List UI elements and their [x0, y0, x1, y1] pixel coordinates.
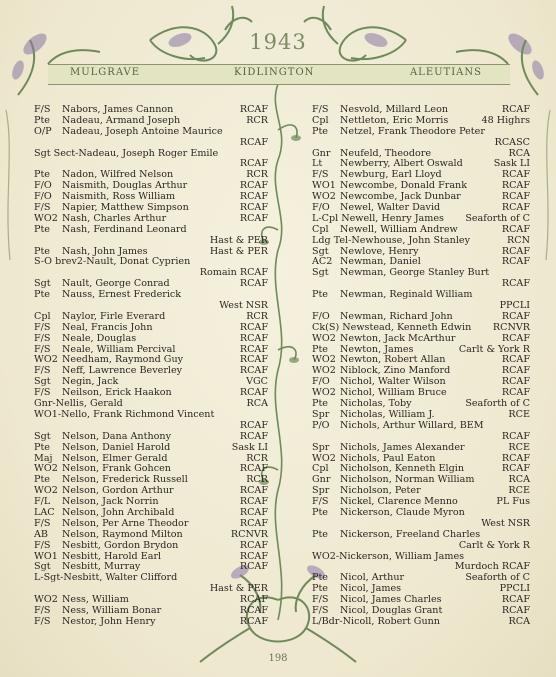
entry-rank: WO2: [312, 365, 336, 377]
battle-honours-banner: [48, 64, 510, 85]
entry-unit: RCAF: [501, 245, 530, 257]
entry-name: L/Bdr-Nicoll, Robert Gunn: [312, 615, 440, 627]
entry-unit: RCAF: [239, 506, 268, 518]
entry-unit: RCAF: [239, 419, 268, 431]
entry-unit: RCAF: [239, 104, 268, 115]
entry-rank: LAC: [34, 506, 55, 518]
entry-unit: RCAF: [239, 387, 268, 399]
entry-rank: F/O: [312, 202, 330, 214]
entry-rank: Pte: [312, 343, 328, 355]
entry-rank: WO2: [312, 354, 336, 366]
entry-unit: RCAF: [501, 594, 530, 606]
entry-rank: Pte: [34, 474, 50, 486]
memorial-entry: [312, 290, 530, 301]
entry-rank: Pte: [312, 125, 328, 137]
entry-name: Newman, Daniel: [340, 256, 421, 268]
entry-unit: RCASC: [494, 136, 530, 148]
entry-unit: RCE: [508, 485, 530, 497]
memorial-entry: [34, 410, 268, 421]
entry-name: Nichol, Walter Wilson: [340, 376, 446, 388]
entry-unit: RCAF: [239, 354, 268, 366]
entry-rank: WO2: [34, 463, 58, 475]
entry-rank: F/S: [312, 496, 329, 508]
memorial-entry: [34, 127, 268, 138]
entry-unit: RCAF: [501, 332, 530, 344]
entry-rank: Pte: [312, 289, 328, 301]
entry-unit: Hast & PER: [209, 234, 268, 246]
entry-name: Nesbitt, Gordon Brydon: [62, 539, 179, 551]
entry-rank: Spr: [312, 485, 330, 497]
entry-name: Napier, Matthew Simpson: [62, 202, 189, 214]
entry-unit: RCAF: [239, 463, 268, 475]
entry-name: Newton, Jack McArthur: [340, 332, 456, 344]
right-name-column: [312, 105, 530, 628]
entry-rank: Pte: [34, 114, 50, 126]
memorial-entry: [312, 334, 530, 345]
entry-unit: Sask LI: [493, 158, 530, 170]
entry-name: Ck(S) Newstead, Kenneth Edwin: [312, 321, 472, 333]
entry-rank: Pte: [312, 398, 328, 410]
entry-rank: AB: [34, 528, 48, 540]
entry-unit: RCAF: [501, 604, 530, 616]
entry-unit: West NSR: [481, 517, 530, 529]
entry-name: Nesvold, Millard Leon: [340, 104, 449, 115]
entry-unit: RCAF: [501, 180, 530, 192]
entry-name: L-Sgt-Nesbitt, Walter Clifford: [34, 572, 178, 584]
entry-rank: F/S: [34, 387, 51, 399]
entry-rank: F/S: [34, 332, 51, 344]
entry-unit: RCAF: [501, 430, 530, 442]
entry-rank: Cpl: [312, 114, 329, 126]
entry-rank: Pte: [34, 245, 50, 257]
entry-name: Newberry, Albert Oswald: [340, 158, 463, 170]
entry-rank: Spr: [312, 408, 330, 420]
entry-name: Nickerson, Freeland Charles: [340, 528, 481, 540]
entry-rank: P/O: [312, 419, 330, 431]
entry-rank: Cpl: [34, 310, 51, 322]
entry-name: Nelson, Raymond Milton: [62, 528, 183, 540]
entry-rank: Sgt: [34, 278, 51, 290]
entry-name: Nelson, Gordon Arthur: [62, 485, 174, 497]
memorial-entry: [34, 530, 268, 541]
entry-unit: RCR: [246, 452, 268, 464]
entry-rank: Pte: [312, 583, 328, 595]
entry-name: Nelson, Elmer Gerald: [62, 452, 168, 464]
entry-name: Ldg Tel-Newhouse, John Stanley: [312, 234, 470, 246]
memorial-entry: [312, 236, 530, 247]
entry-rank: F/O: [34, 191, 52, 203]
entry-unit: RCAF: [239, 136, 268, 148]
entry-unit: RCAF: [501, 387, 530, 399]
entry-rank: Sgt: [312, 245, 329, 257]
entry-unit: RCAF: [239, 212, 268, 224]
entry-rank: F/S: [34, 343, 51, 355]
entry-rank: F/S: [34, 604, 51, 616]
entry-rank: F/S: [34, 104, 51, 115]
memorial-entry: [34, 334, 268, 345]
entry-unit: RCAF: [239, 278, 268, 290]
entry-rank: Pte: [34, 289, 50, 301]
entry-unit: Murdoch RCAF: [454, 561, 530, 573]
memorial-entry: [34, 236, 268, 247]
entry-unit: RCAF: [239, 191, 268, 203]
entry-name: Nichols, James Alexander: [340, 441, 465, 453]
entry-name: Nauss, Ernest Frederick: [62, 289, 182, 301]
entry-unit: 48 Highrs: [481, 114, 530, 126]
entry-name: L-Cpl Newell, Henry James: [312, 212, 444, 224]
entry-rank: Pte: [34, 441, 50, 453]
entry-unit: Romain RCAF: [199, 267, 268, 279]
entry-rank: Pte: [312, 528, 328, 540]
banner-text-2: KIDLINGTON: [234, 67, 315, 78]
entry-name: Nesbitt, Murray: [62, 561, 141, 573]
entry-unit: RCAF: [501, 223, 530, 235]
entry-unit: RCAF: [239, 615, 268, 627]
entry-name: Ness, William Bonar: [62, 604, 162, 616]
entry-name: Nettleton, Eric Morris: [340, 114, 449, 126]
entry-name: Nelson, Per Arne Theodor: [62, 517, 189, 529]
entry-rank: Sgt: [34, 430, 51, 442]
entry-rank: Pte: [34, 169, 50, 181]
entry-unit: Sask LI: [231, 441, 268, 453]
memorial-entry: [312, 541, 530, 552]
memorial-entry: [34, 443, 268, 454]
entry-unit: RCAF: [501, 256, 530, 268]
page-number: 198: [268, 653, 288, 664]
entry-unit: RCAF: [239, 180, 268, 192]
entry-name: Nicol, Arthur: [340, 572, 405, 584]
entry-name: Nickerson, Claude Myron: [340, 506, 465, 518]
entry-unit: Hast & PER: [209, 583, 268, 595]
entry-name: Newman, Richard John: [340, 310, 453, 322]
entry-name: Newman, George Stanley Burt: [340, 267, 490, 279]
entry-unit: RCAF: [239, 158, 268, 170]
entry-unit: RCAF: [239, 202, 268, 214]
entry-rank: Gnr: [312, 474, 331, 486]
entry-name: Neale, William Percival: [62, 343, 176, 355]
entry-unit: RCAF: [501, 376, 530, 388]
entry-unit: RCAF: [501, 354, 530, 366]
entry-unit: RCA: [246, 398, 268, 410]
entry-unit: RCAF: [501, 463, 530, 475]
memorial-entry: [34, 541, 268, 552]
memorial-entry: [34, 138, 268, 149]
entry-unit: RCAF: [239, 321, 268, 333]
entry-name: Nicholas, Toby: [340, 398, 412, 410]
entry-unit: RCAF: [239, 430, 268, 442]
entry-rank: F/S: [312, 104, 329, 115]
entry-unit: PPCLI: [499, 300, 530, 312]
entry-unit: RCA: [508, 474, 530, 486]
entry-unit: VGC: [246, 376, 268, 388]
entry-unit: RCAF: [239, 539, 268, 551]
entry-unit: RCR: [246, 474, 268, 486]
entry-name: Nichol, William Bruce: [340, 387, 447, 399]
entry-rank: Sgt: [34, 376, 51, 388]
entry-unit: RCE: [508, 408, 530, 420]
entry-name: Nabors, James Cannon: [62, 104, 174, 115]
entry-name: Nadeau, Joseph Antoine Maurice: [62, 125, 223, 137]
entry-unit: RCAF: [239, 517, 268, 529]
entry-name: Negin, Jack: [62, 376, 119, 388]
entry-unit: RCE: [508, 441, 530, 453]
entry-unit: RCAF: [239, 550, 268, 562]
entry-unit: RCAF: [239, 343, 268, 355]
entry-rank: F/S: [34, 615, 51, 627]
banner-text-1: MULGRAVE: [70, 67, 141, 78]
entry-name: Nicholson, Peter: [340, 485, 421, 497]
entry-unit: RCAF: [239, 496, 268, 508]
entry-unit: PL Fus: [496, 496, 530, 508]
entry-rank: Pte: [312, 506, 328, 518]
entry-unit: Carlt & York R: [458, 343, 530, 355]
entry-name: Nesbitt, Harold Earl: [62, 550, 162, 562]
entry-rank: WO2: [34, 594, 58, 606]
entry-unit: RCAF: [501, 202, 530, 214]
entry-name: Newton, Robert Allan: [340, 354, 446, 366]
entry-rank: Pte: [34, 223, 50, 235]
entry-unit: RCAF: [239, 594, 268, 606]
entry-name: Newel, Walter David: [340, 202, 441, 214]
entry-name: Newell, William Andrew: [340, 223, 458, 235]
entry-rank: F/S: [34, 365, 51, 377]
entry-name: Newton, James: [340, 343, 414, 355]
entry-name: WO2-Nickerson, William James: [312, 550, 465, 562]
entry-name: Nicholson, Kenneth Elgin: [340, 463, 465, 475]
entry-rank: Sgt: [312, 267, 329, 279]
entry-rank: Cpl: [312, 463, 329, 475]
memorial-entry: [312, 268, 530, 279]
entry-rank: WO2: [312, 387, 336, 399]
entry-name: Nicol, Douglas Grant: [340, 604, 443, 616]
entry-name: Sgt Sect-Nadeau, Joseph Roger Emile: [34, 147, 219, 159]
entry-rank: WO2: [34, 354, 58, 366]
entry-name: Netzel, Frank Theodore Peter: [340, 125, 485, 137]
entry-name: Naismith, Douglas Arthur: [62, 180, 188, 192]
entry-name: Nelson, Jack Norrin: [62, 496, 159, 508]
entry-unit: RCR: [246, 114, 268, 126]
entry-unit: RCAF: [501, 169, 530, 181]
entry-rank: WO1: [34, 550, 58, 562]
entry-unit: PPCLI: [499, 583, 530, 595]
entry-name: Nelson, Daniel Harold: [62, 441, 171, 453]
entry-name: Nash, Ferdinand Leonard: [62, 223, 187, 235]
entry-name: Naylor, Firle Everard: [62, 310, 166, 322]
entry-unit: RCAF: [501, 104, 530, 115]
entry-rank: F/S: [34, 539, 51, 551]
entry-unit: RCNVR: [492, 321, 530, 333]
entry-unit: RCA: [508, 615, 530, 627]
entry-rank: WO2: [34, 485, 58, 497]
entry-name: Neilson, Erick Haakon: [62, 387, 172, 399]
entry-name: Needham, Raymond Guy: [62, 354, 184, 366]
entry-name: Nicholas, William J.: [340, 408, 435, 420]
entry-name: Nault, George Conrad: [62, 278, 170, 290]
entry-unit: Seaforth of C: [465, 398, 530, 410]
entry-rank: Gnr: [312, 147, 331, 159]
memorial-entry: [312, 443, 530, 454]
memorial-entry: [34, 617, 268, 628]
entry-unit: Seaforth of C: [465, 212, 530, 224]
entry-unit: Hast & PER: [209, 245, 268, 257]
entry-unit: RCAF: [501, 278, 530, 290]
entry-unit: RCAF: [239, 604, 268, 616]
year-heading: 1943: [249, 30, 307, 54]
entry-unit: RCAF: [501, 191, 530, 203]
entry-unit: RCAF: [501, 452, 530, 464]
entry-name: Nelson, Frank Gohcen: [62, 463, 171, 475]
memorial-entry: [312, 421, 530, 432]
entry-rank: F/O: [34, 180, 52, 192]
entry-name: Neale, Douglas: [62, 332, 137, 344]
entry-name: Nash, Charles Arthur: [62, 212, 167, 224]
entry-rank: F/O: [312, 310, 330, 322]
entry-rank: O/P: [34, 125, 52, 137]
entry-rank: WO2: [312, 332, 336, 344]
entry-rank: Spr: [312, 441, 330, 453]
entry-rank: F/S: [312, 604, 329, 616]
entry-rank: F/S: [312, 594, 329, 606]
entry-unit: Carlt & York R: [458, 539, 530, 551]
entry-name: Niblock, Zino Manford: [340, 365, 451, 377]
entry-unit: RCAF: [501, 365, 530, 377]
memorial-entry: [312, 432, 530, 443]
entry-name: Gnr-Nellis, Gerald: [34, 398, 123, 410]
memorial-entry: [34, 149, 268, 160]
entry-rank: Lt: [312, 158, 323, 170]
entry-name: Neal, Francis John: [62, 321, 153, 333]
entry-name: Nicholson, Norman William: [340, 474, 475, 486]
entry-name: Newman, Reginald William: [340, 289, 473, 301]
entry-name: Naismith, Ross William: [62, 191, 176, 203]
entry-rank: F/L: [34, 496, 51, 508]
entry-name: Nelson, Frederick Russell: [62, 474, 188, 486]
entry-rank: Maj: [34, 452, 53, 464]
entry-unit: West NSR: [219, 300, 268, 312]
memorial-entry: [34, 432, 268, 443]
entry-name: Nelson, John Archibald: [62, 506, 175, 518]
entry-rank: AC2: [312, 256, 333, 268]
entry-name: Nelson, Dana Anthony: [62, 430, 171, 442]
entry-name: Newcombe, Donald Frank: [340, 180, 468, 192]
entry-unit: RCAF: [239, 561, 268, 573]
entry-name: Nichols, Arthur Willard, BEM: [340, 419, 484, 431]
entry-unit: RCA: [508, 147, 530, 159]
entry-rank: WO2: [312, 191, 336, 203]
entry-rank: F/S: [34, 321, 51, 333]
entry-unit: RCNVR: [230, 528, 268, 540]
entry-rank: WO1: [312, 180, 336, 192]
memorial-entry: [312, 138, 530, 149]
banner-text-3: ALEUTIANS: [409, 67, 482, 78]
entry-rank: WO2: [34, 212, 58, 224]
entry-name: Newlove, Henry: [340, 245, 419, 257]
entry-name: Nash, John James: [62, 245, 148, 257]
entry-unit: RCR: [246, 310, 268, 322]
entry-rank: WO2: [312, 452, 336, 464]
entry-name: Nadeau, Armand Joseph: [62, 114, 181, 126]
entry-unit: RCAF: [239, 332, 268, 344]
entry-name: WO1-Nello, Frank Richmond Vincent: [34, 408, 215, 420]
entry-rank: F/S: [312, 169, 329, 181]
entry-rank: F/O: [312, 376, 330, 388]
entry-name: Nadon, Wilfred Nelson: [62, 169, 174, 181]
entry-rank: Cpl: [312, 223, 329, 235]
entry-unit: RCAF: [501, 310, 530, 322]
entry-name: Neufeld, Theodore: [340, 147, 432, 159]
entry-name: Nichols, Paul Eaton: [340, 452, 436, 464]
entry-name: Nickel, Clarence Menno: [340, 496, 458, 508]
entry-name: S-O brev2-Nault, Donat Cyprien: [34, 256, 191, 268]
entry-unit: RCN: [507, 234, 530, 246]
entry-name: Nicol, James: [340, 583, 402, 595]
entry-unit: RCAF: [239, 485, 268, 497]
entry-rank: F/S: [34, 517, 51, 529]
entry-name: Nestor, John Henry: [62, 615, 156, 627]
entry-unit: RCAF: [239, 365, 268, 377]
entry-unit: RCR: [246, 169, 268, 181]
memorial-entry: [312, 617, 530, 628]
entry-rank: Sgt: [34, 561, 51, 573]
entry-name: Nicol, James Charles: [340, 594, 442, 606]
entry-rank: Pte: [312, 572, 328, 584]
entry-name: Newcombe, Jack Dunbar: [340, 191, 461, 203]
left-name-column: [34, 105, 268, 628]
entry-name: Ness, William: [62, 594, 129, 606]
entry-name: Neff, Lawrence Beverley: [62, 365, 183, 377]
entry-name: Newburg, Earl Lloyd: [340, 169, 442, 181]
entry-unit: Seaforth of C: [465, 572, 530, 584]
entry-rank: F/S: [34, 202, 51, 214]
